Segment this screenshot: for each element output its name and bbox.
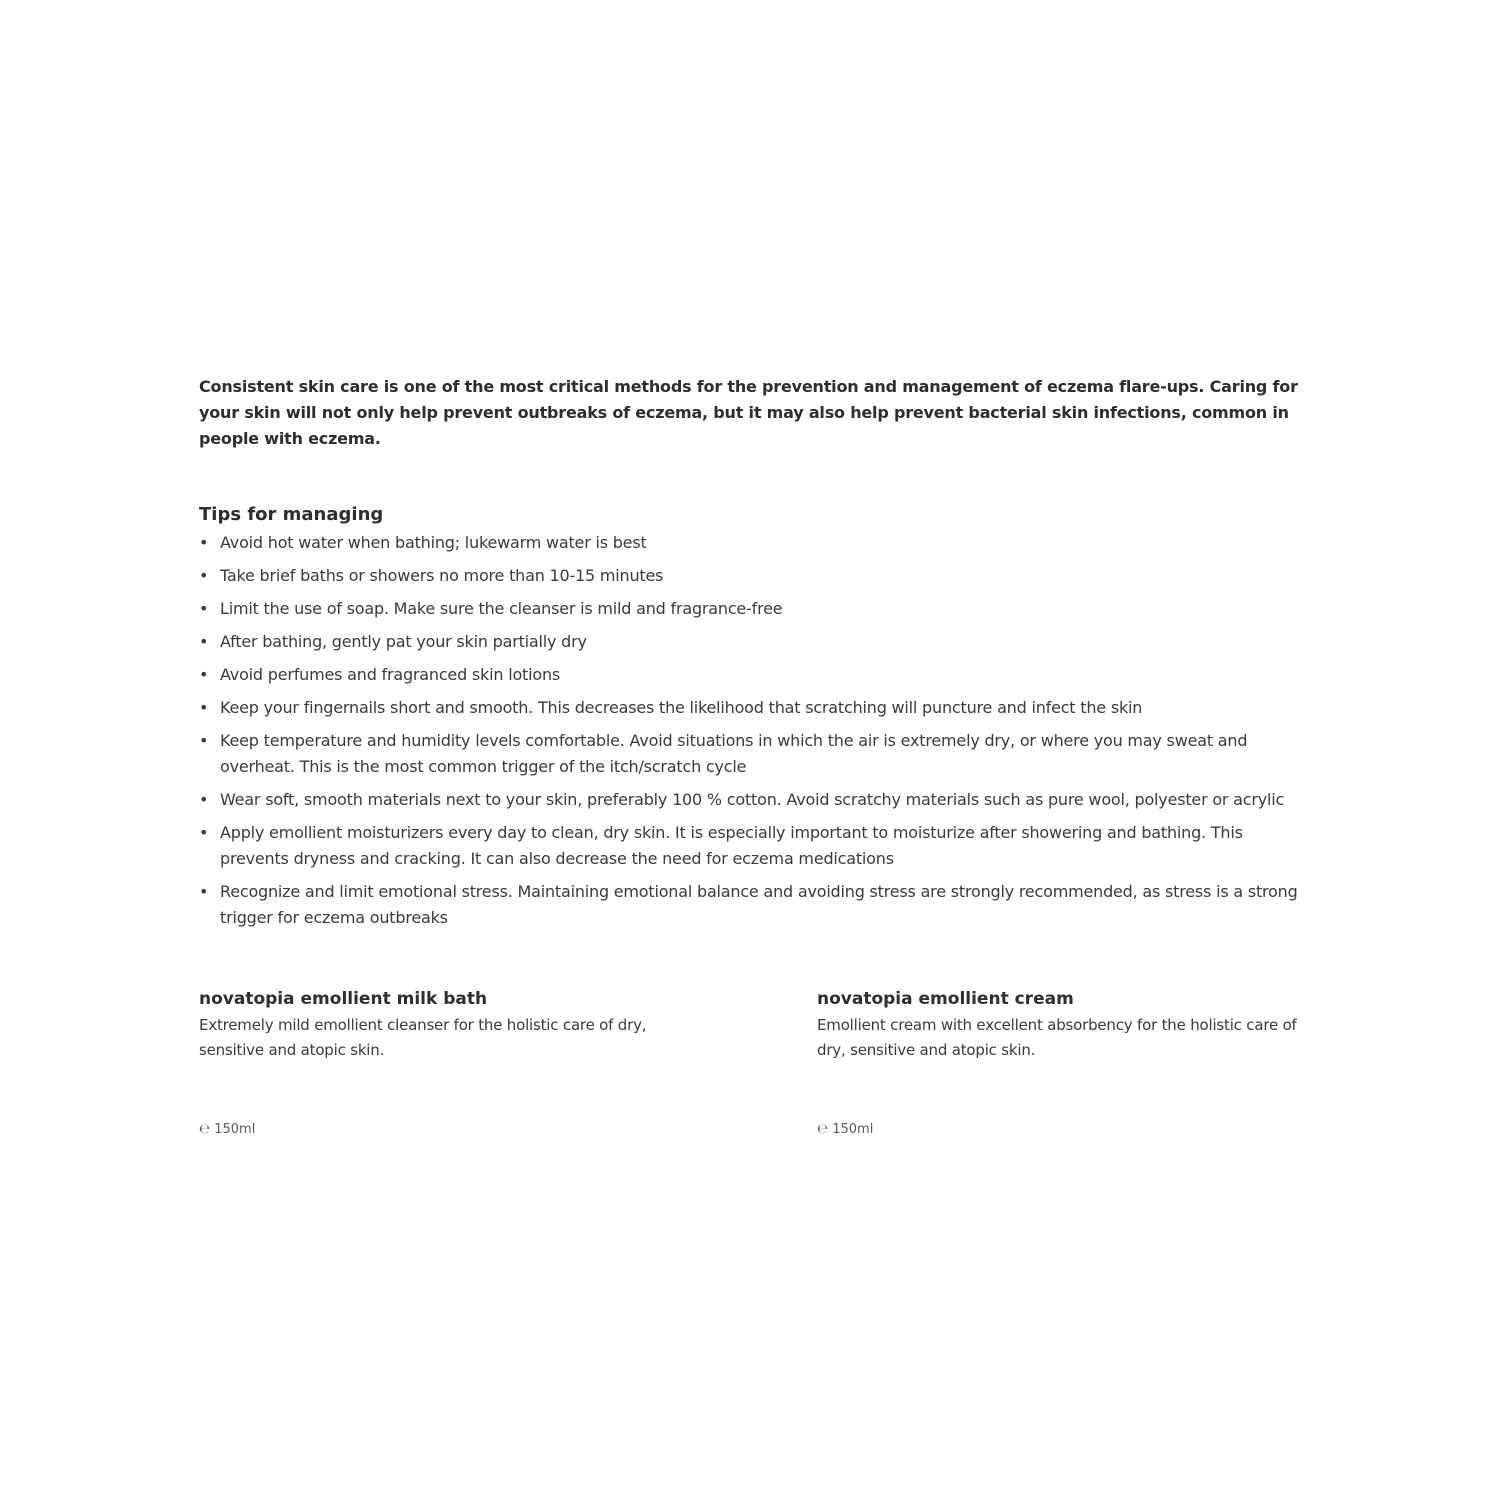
tip-text: Limit the use of soap. Make sure the cleanser is mild and fragrance-free	[220, 599, 783, 618]
bullet-icon: •	[199, 882, 209, 901]
list-item	[199, 879, 1309, 931]
tips-list	[199, 530, 1309, 931]
list-item	[199, 596, 1309, 622]
list-item	[199, 728, 1309, 780]
bullet-icon: •	[199, 632, 209, 651]
tip-text: Wear soft, smooth materials next to your skin, preferably 100 % cotton. Avoid scratchy materials such as pure wool, polyester or acrylic	[220, 790, 1285, 809]
bullet-icon: •	[199, 823, 209, 842]
tips-heading: Tips for managing	[199, 504, 384, 525]
tip-text: Keep your fingernails short and smooth. This decreases the likelihood that scratching will puncture and infect the skin	[220, 698, 1143, 717]
bullet-icon: •	[199, 533, 209, 552]
tip-text: Recognize and limit emotional stress. Maintaining emotional balance and avoiding stress are strongly recommended, as stress is a strong trigger for eczema outbreaks	[220, 882, 1298, 927]
list-item	[199, 695, 1309, 721]
products-section	[199, 986, 1309, 1156]
list-item	[199, 563, 1309, 589]
bullet-icon: •	[199, 731, 209, 750]
product-description: Emollient cream with excellent absorbency for the holistic care of dry, sensitive and atopic skin.	[817, 1016, 1297, 1059]
list-item	[199, 662, 1309, 688]
bullet-icon: •	[199, 566, 209, 585]
content-page	[199, 374, 1309, 938]
product-milk-bath	[199, 986, 689, 1137]
bullet-icon: •	[199, 665, 209, 684]
product-size: ℮ 150ml	[199, 1122, 256, 1137]
tip-text: Keep temperature and humidity levels comfortable. Avoid situations in which the air is extremely dry, or where you may sweat and overheat. This is the most common trigger of the itch/scratch cycle	[220, 731, 1248, 776]
tip-text: After bathing, gently pat your skin partially dry	[220, 632, 587, 651]
product-size: ℮ 150ml	[817, 1122, 874, 1137]
product-description: Extremely mild emollient cleanser for the holistic care of dry, sensitive and atopic skin.	[199, 1016, 647, 1059]
bullet-icon: •	[199, 698, 209, 717]
tip-text: Take brief baths or showers no more than 10-15 minutes	[220, 566, 664, 585]
product-name: novatopia emollient milk bath	[199, 989, 488, 1009]
intro-paragraph: Consistent skin care is one of the most critical methods for the prevention and management of eczema flare-ups. Caring for your skin will not only help prevent outbreaks of eczema, but it may also help prevent bacterial skin infections, common in people with eczema.	[199, 377, 1298, 448]
list-item	[199, 787, 1309, 813]
tip-text: Apply emollient moisturizers every day to clean, dry skin. It is especially important to moisturize after showering and bathing. This prevents dryness and cracking. It can also decrease the need for eczema medications	[220, 823, 1243, 868]
list-item	[199, 530, 1309, 556]
list-item	[199, 629, 1309, 655]
tip-text: Avoid perfumes and fragranced skin lotions	[220, 665, 561, 684]
list-item	[199, 820, 1309, 872]
product-name: novatopia emollient cream	[817, 989, 1074, 1009]
bullet-icon: •	[199, 790, 209, 809]
tip-text: Avoid hot water when bathing; lukewarm water is best	[220, 533, 647, 552]
product-cream	[817, 986, 1307, 1137]
bullet-icon: •	[199, 599, 209, 618]
